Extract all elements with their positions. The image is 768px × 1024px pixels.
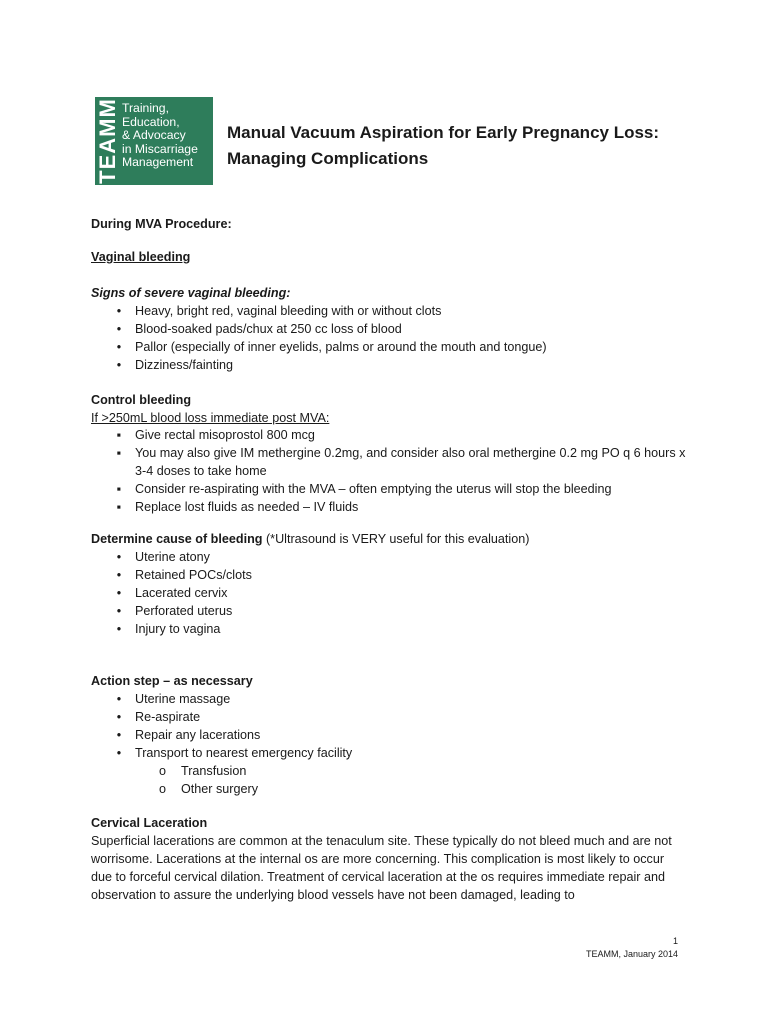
list-item — [113, 548, 252, 566]
cause-list — [113, 548, 252, 638]
list-item-text: Other surgery — [181, 782, 258, 796]
teamm-logo — [95, 97, 213, 185]
list-item-text: Retained POCs/clots — [135, 568, 252, 582]
list-item-text: Consider re-aspirating with the MVA – often emptying the uterus will stop the bleeding — [135, 482, 612, 496]
list-item-text: Blood-soaked pads/chux at 250 cc loss of blood — [135, 322, 402, 336]
logo-wordmark — [97, 99, 119, 183]
logo-line: & Advocacy — [122, 128, 186, 143]
square-marker: ▪ — [116, 446, 122, 460]
list-item — [113, 480, 695, 498]
list-item — [113, 338, 547, 356]
square-marker: ▪ — [116, 482, 122, 496]
list-item-text: Uterine massage — [135, 692, 231, 706]
bullet-marker: • — [116, 710, 122, 724]
list-item-text: Transfusion — [181, 764, 247, 778]
list-item — [113, 726, 352, 744]
square-marker: ▪ — [116, 428, 122, 442]
list-item — [113, 444, 695, 480]
bullet-marker: • — [116, 358, 122, 372]
square-marker: ▪ — [116, 500, 122, 514]
title-line-1: Manual Vacuum Aspiration for Early Pregnancy Loss: — [227, 123, 660, 142]
list-item-text: You may also give IM methergine 0.2mg, and consider also oral methergine 0.2 mg PO q 6 hours x 3-4 doses to take home — [135, 446, 686, 478]
list-item-text: Dizziness/fainting — [135, 358, 233, 372]
control-list — [113, 426, 695, 516]
page-number: 1 — [672, 936, 678, 946]
list-item — [159, 762, 258, 780]
list-item — [113, 584, 252, 602]
list-item-text: Replace lost fluids as needed – IV fluids — [135, 500, 359, 514]
list-item — [113, 620, 252, 638]
action-sublist — [159, 762, 258, 798]
bullet-marker: • — [116, 550, 122, 564]
circle-marker: o — [159, 764, 167, 778]
list-item-text: Perforated uterus — [135, 604, 233, 618]
list-item — [113, 426, 695, 444]
cause-note: (*Ultrasound is VERY useful for this evaluation) — [265, 532, 530, 546]
logo-line: in Miscarriage — [122, 141, 198, 156]
list-item-text: Transport to nearest emergency facility — [135, 746, 353, 760]
logo-line: Education, — [122, 114, 180, 129]
footer-credit: TEAMM, January 2014 — [585, 949, 678, 959]
vaginal-bleeding-heading: Vaginal bleeding — [91, 250, 191, 264]
action-heading: Action step – as necessary — [91, 674, 253, 688]
list-item-text: Injury to vagina — [135, 622, 221, 636]
circle-marker: o — [159, 782, 167, 796]
bullet-marker: • — [116, 322, 122, 336]
list-item — [113, 356, 547, 374]
control-heading: Control bleeding — [91, 393, 192, 407]
list-item — [113, 320, 547, 338]
bullet-marker: • — [116, 586, 122, 600]
logo-line: Management — [122, 155, 194, 170]
list-item — [113, 708, 352, 726]
list-item — [113, 690, 352, 708]
list-item-text: Repair any lacerations — [135, 728, 261, 742]
signs-heading: Signs of severe vaginal bleeding: — [91, 286, 291, 300]
action-list — [113, 690, 352, 762]
bullet-marker: • — [116, 340, 122, 354]
during-heading: During MVA Procedure: — [91, 217, 232, 231]
cause-heading-row — [91, 530, 529, 548]
logo-line: Training, — [122, 101, 169, 115]
cause-heading: Determine cause of bleeding — [91, 532, 263, 546]
list-item — [159, 780, 258, 798]
bullet-marker: • — [116, 728, 122, 742]
bullet-marker: • — [116, 604, 122, 618]
list-item — [113, 602, 252, 620]
bullet-marker: • — [116, 692, 122, 706]
bullet-marker: • — [116, 746, 122, 760]
list-item-text: Uterine atony — [135, 550, 210, 564]
control-subheading: If >250mL blood loss immediate post MVA: — [91, 411, 330, 425]
bullet-marker: • — [116, 304, 122, 318]
list-item-text: Give rectal misoprostol 800 mcg — [135, 428, 315, 442]
cervical-paragraph: Superficial lacerations are common at the tenaculum site. These typically do not bleed much and are not worrisome. Lacerations at the internal os are more concerning. This complication is most likely to occur due to forceful cervical dilation. Treatment of cervical laceration at the os requires immediate repair and observation to assure the underlying blood vessels have not been damaged, leading to — [91, 834, 672, 902]
list-item — [113, 302, 547, 320]
list-item — [113, 498, 695, 516]
bullet-marker: • — [116, 622, 122, 636]
title-line-2: Managing Complications — [227, 149, 429, 168]
logo-tagline — [122, 102, 212, 170]
list-item-text: Pallor (especially of inner eyelids, palms or around the mouth and tongue) — [135, 340, 547, 354]
list-item — [113, 744, 352, 762]
bullet-marker: • — [116, 568, 122, 582]
cervical-heading: Cervical Laceration — [91, 816, 208, 830]
list-item-text: Lacerated cervix — [135, 586, 228, 600]
signs-list — [113, 302, 547, 374]
list-item-text: Re-aspirate — [135, 710, 201, 724]
document-title — [227, 120, 697, 172]
logo-word-text: TEAMM — [95, 98, 120, 184]
list-item-text: Heavy, bright red, vaginal bleeding with or without clots — [135, 304, 442, 318]
list-item — [113, 566, 252, 584]
